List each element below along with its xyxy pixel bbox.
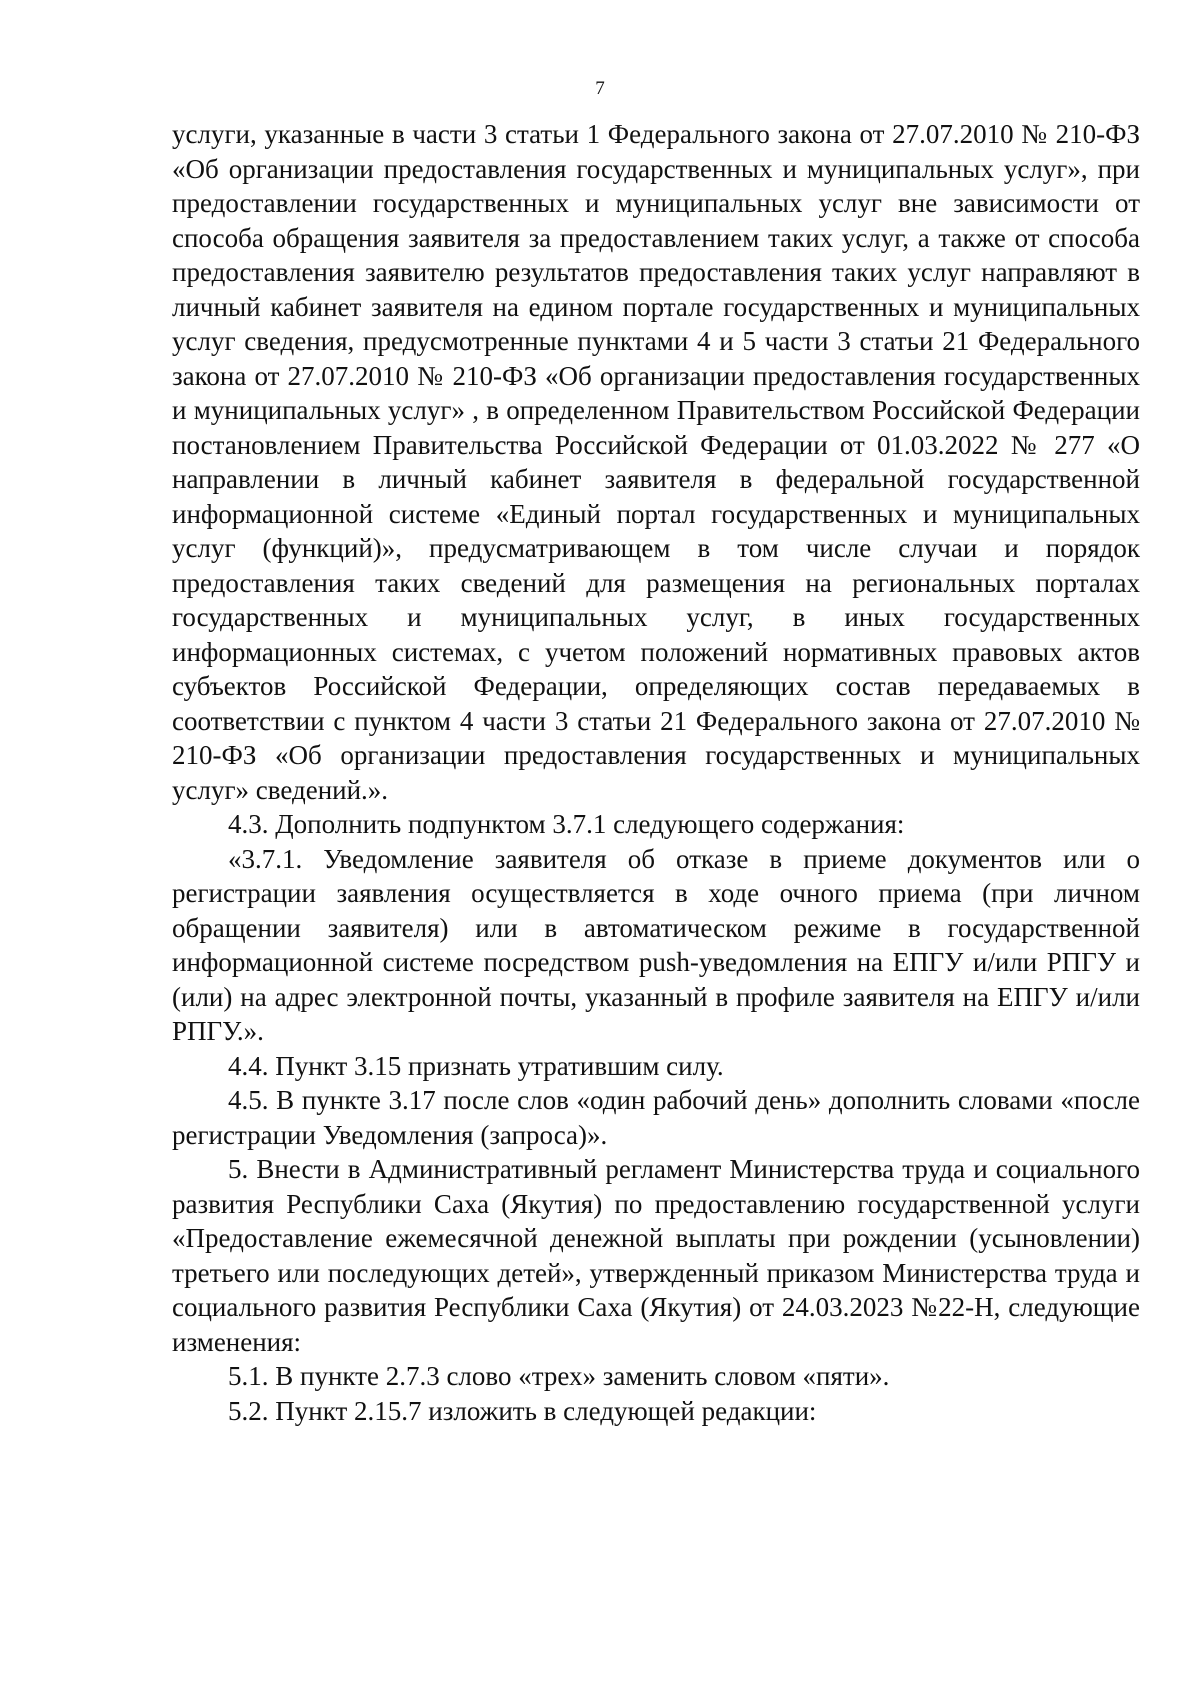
paragraph-4-3: 4.3. Дополнить подпунктом 3.7.1 следующего содержания:: [228, 809, 905, 839]
document-body: [172, 117, 1140, 1428]
paragraph-5-2: 5.2. Пункт 2.15.7 изложить в следующей редакции:: [228, 1395, 817, 1426]
paragraph-3-7-1: «3.7.1. Уведомление заявителя об отказе в приеме документов или о регистрации заявления осуществляется в ходе очного приема (при личном обращении заявителя) или в автоматическом режиме в государственной информационной системе посредством push-уведомления на ЕПГУ и/или РПГУ и (или) на адрес электронной почты, указанный в профиле заявителя на ЕПГУ и/или РПГУ.».: [172, 843, 1140, 1046]
paragraph-continuation: услуги, указанные в части 3 статьи 1 Федерального закона от 27.07.2010 № 210-ФЗ «Об организации предоставления государственных и муниципальных услуг», при предоставлении государственных и муниципальных услуг вне зависимости от способа обращения заявителя за предоставлением таких услуг, а также от способа предоставления заявителю результатов предоставления таких услуг направляют в личный кабинет заявителя на едином портале государственных и муниципальных услуг сведения, предусмотренные пунктами 4 и 5 части 3 статьи 21 Федерального закона от 27.07.2010 № 210-ФЗ «Об организации предоставления государственных и муниципальных услуг» , в определенном Правительством Российской Федерации постановлением Правительства Российской Федерации от 01.03.2022 № 277 «О направлении в личный кабинет заявителя в федеральной государственной информационной системе «Единый портал государственных и муниципальных услуг (функций)», предусматривающем в том числе случаи и порядок предоставления таких сведений для размещения на региональных порталах государственных и муниципальных услуг, в иных государственных информационных системах, с учетом положений нормативных правовых актов субъектов Российской Федерации, определяющих состав передаваемых в соответствии с пунктом 4 части 3 статьи 21 Федерального закона от 27.07.2010 № 210-ФЗ «Об организации предоставления государственных и муниципальных услуг» сведений.».: [172, 119, 1140, 805]
paragraph-4-4: 4.4. Пункт 3.15 признать утратившим силу.: [228, 1050, 724, 1081]
paragraph-5: 5. Внести в Административный регламент Министерства труда и социального развития Республики Саха (Якутия) по предоставлению государственной услуги «Предоставление ежемесячной денежной выплаты при рождении (усыновлении) третьего или последующих детей», утвержденный приказом Министерства труда и социального развития Республики Саха (Якутия) от 24.03.2023 №22-Н, следующие изменения:: [172, 1154, 1140, 1357]
paragraph-4-5: 4.5. В пункте 3.17 после слов «один рабочий день» дополнить словами «после регистрации Уведомления (запроса)».: [172, 1085, 1140, 1150]
paragraph-5-1: 5.1. В пункте 2.7.3 слово «трех» заменить словом «пяти».: [228, 1361, 890, 1391]
page-number: 7: [595, 78, 605, 99]
